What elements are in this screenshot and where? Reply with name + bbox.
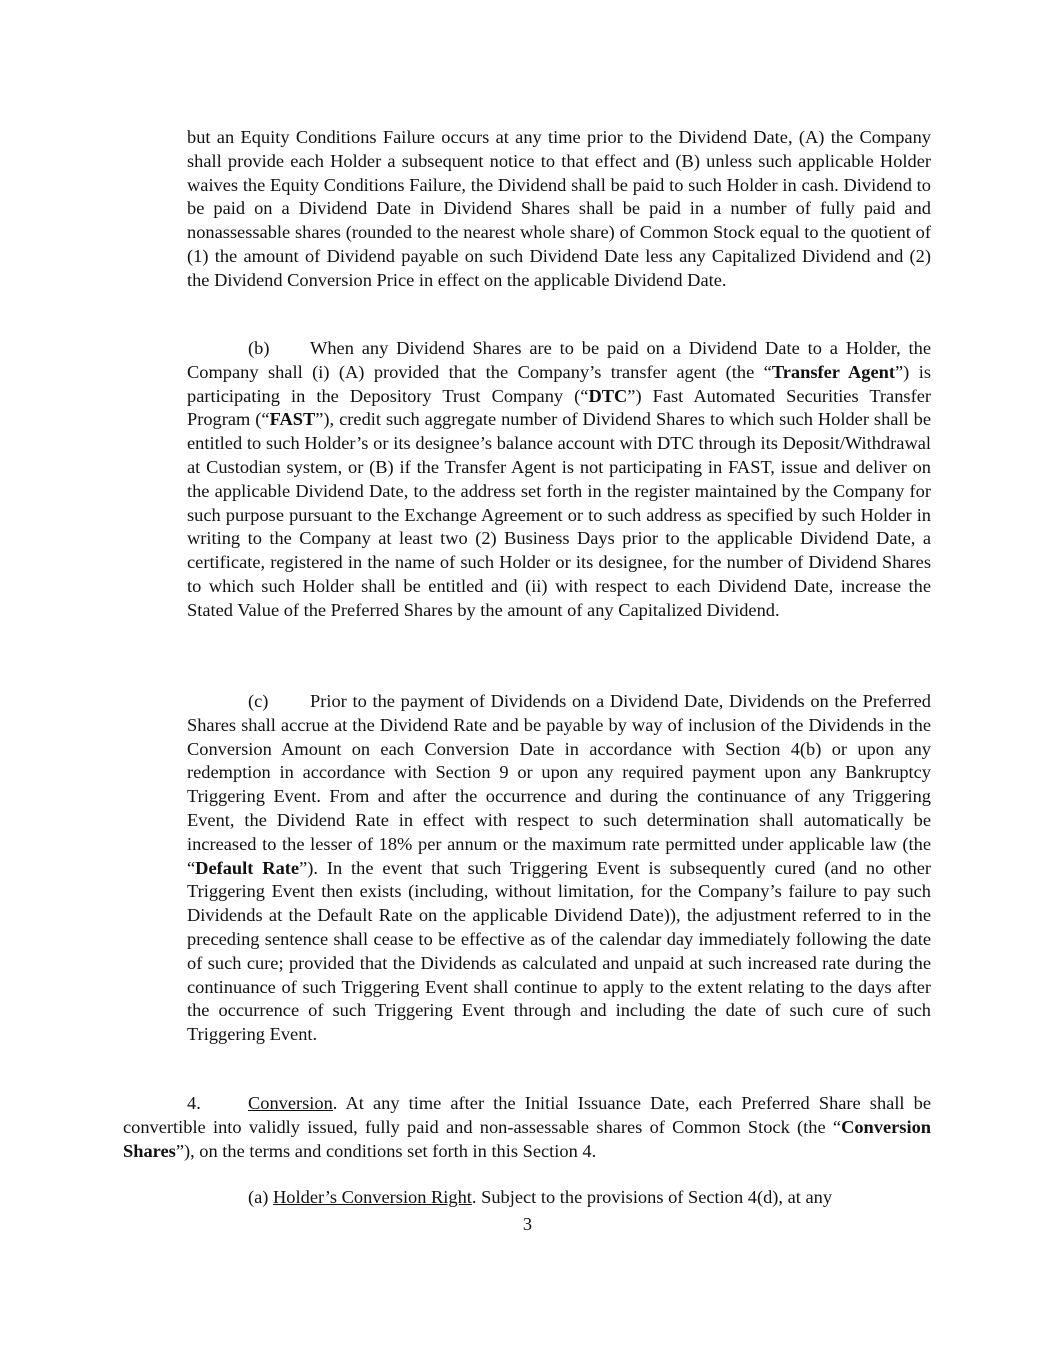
- paragraph-text: ”), on the terms and conditions set forth in this Section 4.: [175, 1140, 597, 1161]
- defined-term: Transfer Agent: [771, 361, 895, 382]
- section-4-conversion: [123, 1092, 931, 1163]
- paragraph-text: . Subject to the provisions of Section 4(d), at any: [471, 1187, 833, 1207]
- section-4a-holders-conversion-right: [248, 1186, 931, 1210]
- paragraph-text: ”) Fast Automated Securities Transfer Program (“: [187, 385, 931, 430]
- paragraph-b-dividend-shares-delivery: [187, 337, 931, 623]
- paragraph-dividend-continuation: [187, 126, 931, 293]
- paragraph-c-dividend-accrual: [187, 690, 931, 1047]
- defined-term: Conversion Shares: [123, 1116, 931, 1161]
- clause-label: (a): [248, 1187, 269, 1207]
- paragraph-text: ”). In the event that such Triggering Event is subsequently cured (and no other Triggering Event then exists (including, without limitation, for the Company’s failure to pay such Dividends at the Default Rate on the applicable Dividend Date)), the adjustment referred to in the preceding sentence shall cease to be effective as of the calendar day immediately following the date of such cure; provided that the Dividends as calculated and unpaid at such increased rate during the continuance of such Triggering Event shall continue to apply to the extent relating to the days after the occurrence of such Triggering Event through and including the date of such cure of such Triggering Event.: [187, 857, 932, 1045]
- defined-term: Default Rate: [195, 857, 300, 878]
- paragraph-text: but an Equity Conditions Failure occurs at any time prior to the Dividend Date, (A) the Company shall provide each Holder a subsequent notice to that effect and (B) unless such applicable Holder waives the Equity Conditions Failure, the Dividend shall be paid to such Holder in cash. Dividend to be paid on a Dividend Date in Dividend Shares shall be paid in a number of fully paid and nonassessable shares (rounded to the nearest whole share) of Common Stock equal to the quotient of (1) the amount of Dividend payable on such Dividend Date less any Capitalized Dividend and (2) the Dividend Conversion Price in effect on the applicable Dividend Date.: [187, 127, 931, 290]
- defined-term: DTC: [588, 385, 628, 406]
- paragraph-text: ”), credit such aggregate number of Dividend Shares to which such Holder shall be entitled to such Holder’s or its designee’s balance account with DTC through its Deposit/Withdrawal at Custodian system, or (B) if the Transfer Agent is not participating in FAST, issue and deliver on the applicable Dividend Date, to the address set forth in the register maintained by the Company for such purpose pursuant to the Exchange Agreement or to such address as specified by such Holder in writing to the Company at least two (2) Business Days prior to the applicable Dividend Date, a certificate, registered in the name of such Holder or its designee, for the number of Dividend Shares to which such Holder shall be entitled and (ii) with respect to each Dividend Date, increase the Stated Value of the Preferred Shares by the amount of any Capitalized Dividend.: [187, 409, 931, 620]
- clause-label: (b): [248, 338, 270, 358]
- paragraph-text: . At any time after the Initial Issuance Date, each Preferred Share shall be convertible into validly issued, fully paid and non-assessable shares of Common Stock (the “: [123, 1093, 931, 1137]
- section-number: 4.: [187, 1093, 201, 1113]
- page-number: 3: [522, 1214, 533, 1234]
- section-heading: Conversion: [248, 1093, 333, 1113]
- clause-label: (c): [248, 691, 269, 711]
- paragraph-text: ”) is participating in the Depository Trust Company (“: [187, 361, 931, 406]
- paragraph-text: When any Dividend Shares are to be paid on a Dividend Date to a Holder, the Company shall (i) (A) provided that the Company’s transfer agent (the “: [187, 338, 931, 382]
- defined-term: FAST: [269, 409, 316, 430]
- paragraph-text: Prior to the payment of Dividends on a Dividend Date, Dividends on the Preferred Shares shall accrue at the Dividend Rate and be payable by way of inclusion of the Dividends in the Conversion Amount on each Conversion Date in accordance with Section 4(b) or upon any redemption in accordance with Section 9 or upon any required payment upon any Bankruptcy Triggering Event. From and after the occurrence and during the continuance of any Triggering Event, the Dividend Rate in effect with respect to such determination shall automatically be increased to the lesser of 18% per annum or the maximum rate permitted under applicable law (the “: [187, 691, 931, 878]
- section-heading: Holder’s Conversion Right: [273, 1187, 472, 1207]
